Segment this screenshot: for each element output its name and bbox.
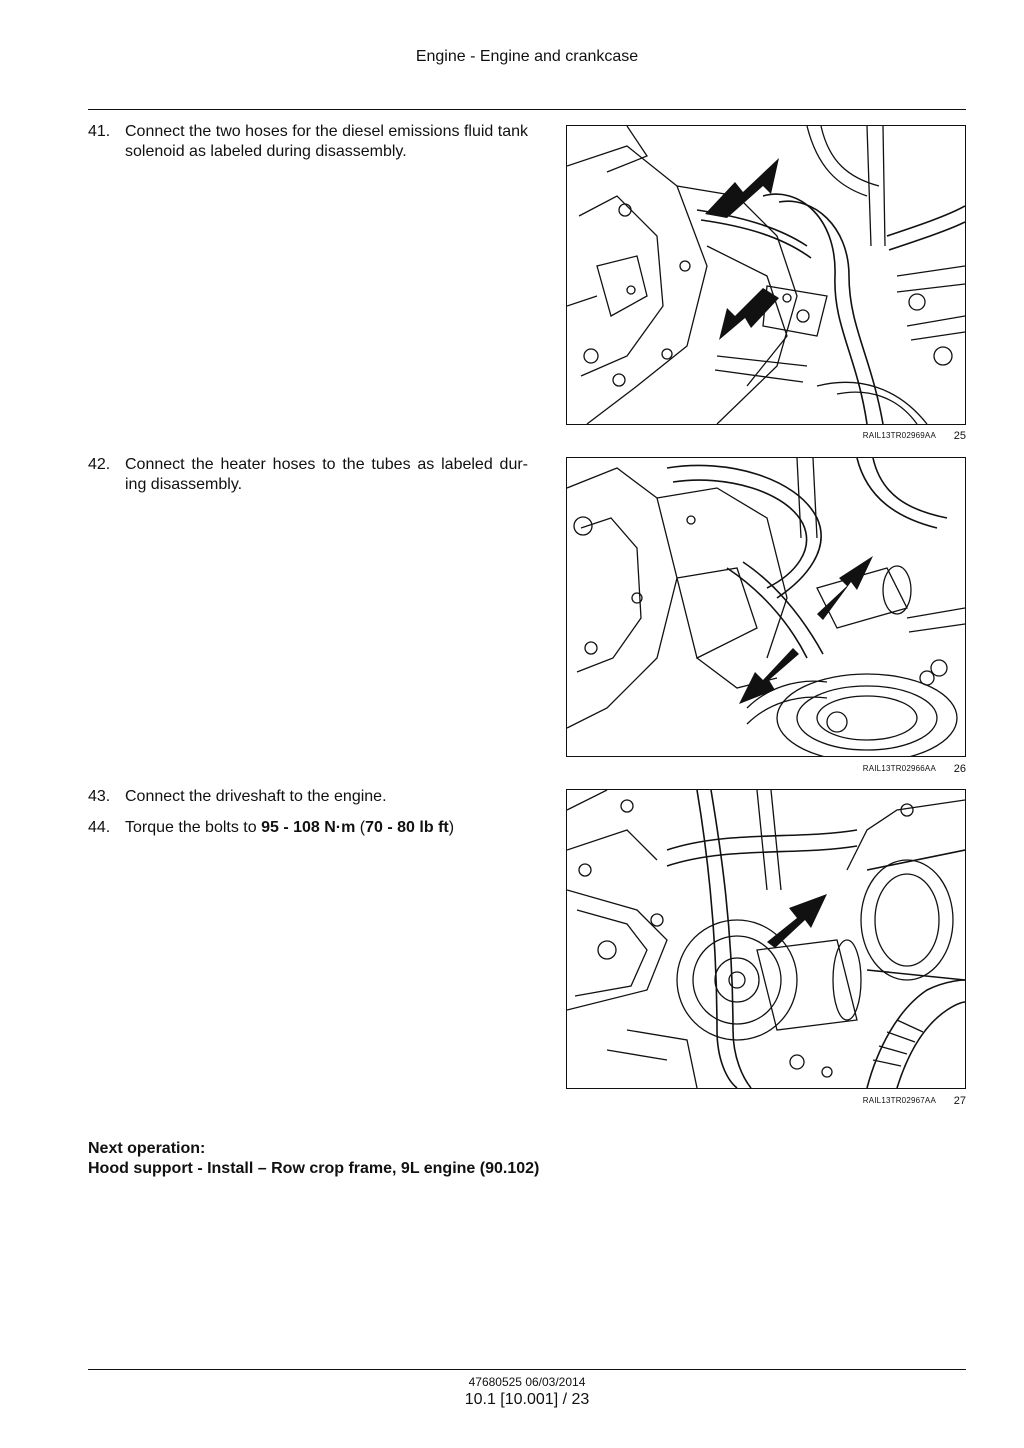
step-text: Connect the two hoses for the diesel emissions fluid tank solenoid as labeled during disassembly. bbox=[125, 123, 528, 160]
figure-number: 26 bbox=[953, 763, 966, 775]
next-operation bbox=[88, 1139, 539, 1179]
footer-doc-info: 47680525 06/03/2014 bbox=[468, 1375, 586, 1389]
step-number: 41. bbox=[88, 123, 111, 140]
step-42 bbox=[88, 455, 528, 495]
step-number: 42. bbox=[88, 456, 111, 473]
step-text-after: ) bbox=[448, 819, 455, 836]
page-header-title: Engine - Engine and crankcase bbox=[415, 48, 639, 65]
torque-nm: 95 - 108 N·m bbox=[261, 819, 356, 836]
figure-code: RAIL13TR02967AA bbox=[862, 1096, 936, 1105]
figure-26-illustration bbox=[566, 457, 966, 757]
step-43 bbox=[88, 787, 528, 807]
figure-code: RAIL13TR02966AA bbox=[862, 764, 936, 773]
step-text bbox=[125, 818, 528, 838]
step-text: Connect the driveshaft to the engine. bbox=[125, 788, 387, 805]
figure-25-illustration bbox=[566, 125, 966, 425]
header-rule bbox=[88, 109, 966, 110]
footer-rule bbox=[88, 1369, 966, 1370]
step-44 bbox=[88, 818, 528, 838]
step-number: 43. bbox=[88, 788, 111, 805]
step-text-before: Torque the bolts to bbox=[125, 819, 262, 836]
next-operation-link[interactable]: Hood support - Install – Row crop frame, 9L engine (90.102) bbox=[88, 1160, 540, 1177]
figure-code: RAIL13TR02969AA bbox=[862, 431, 936, 440]
step-text-middle: ( bbox=[355, 819, 366, 836]
step-number: 44. bbox=[88, 819, 111, 836]
next-operation-label: Next operation: bbox=[88, 1140, 206, 1157]
step-text: Connect the heater hoses to the tubes as labeled dur- ing disassembly. bbox=[125, 456, 528, 493]
figure-number: 25 bbox=[953, 430, 966, 442]
figure-27-illustration bbox=[566, 789, 966, 1089]
figure-number: 27 bbox=[953, 1095, 966, 1107]
footer-page-ref: 10.1 [10.001] / 23 bbox=[464, 1391, 590, 1408]
torque-lbft: 70 - 80 lb ft bbox=[365, 819, 449, 836]
step-41 bbox=[88, 122, 528, 162]
